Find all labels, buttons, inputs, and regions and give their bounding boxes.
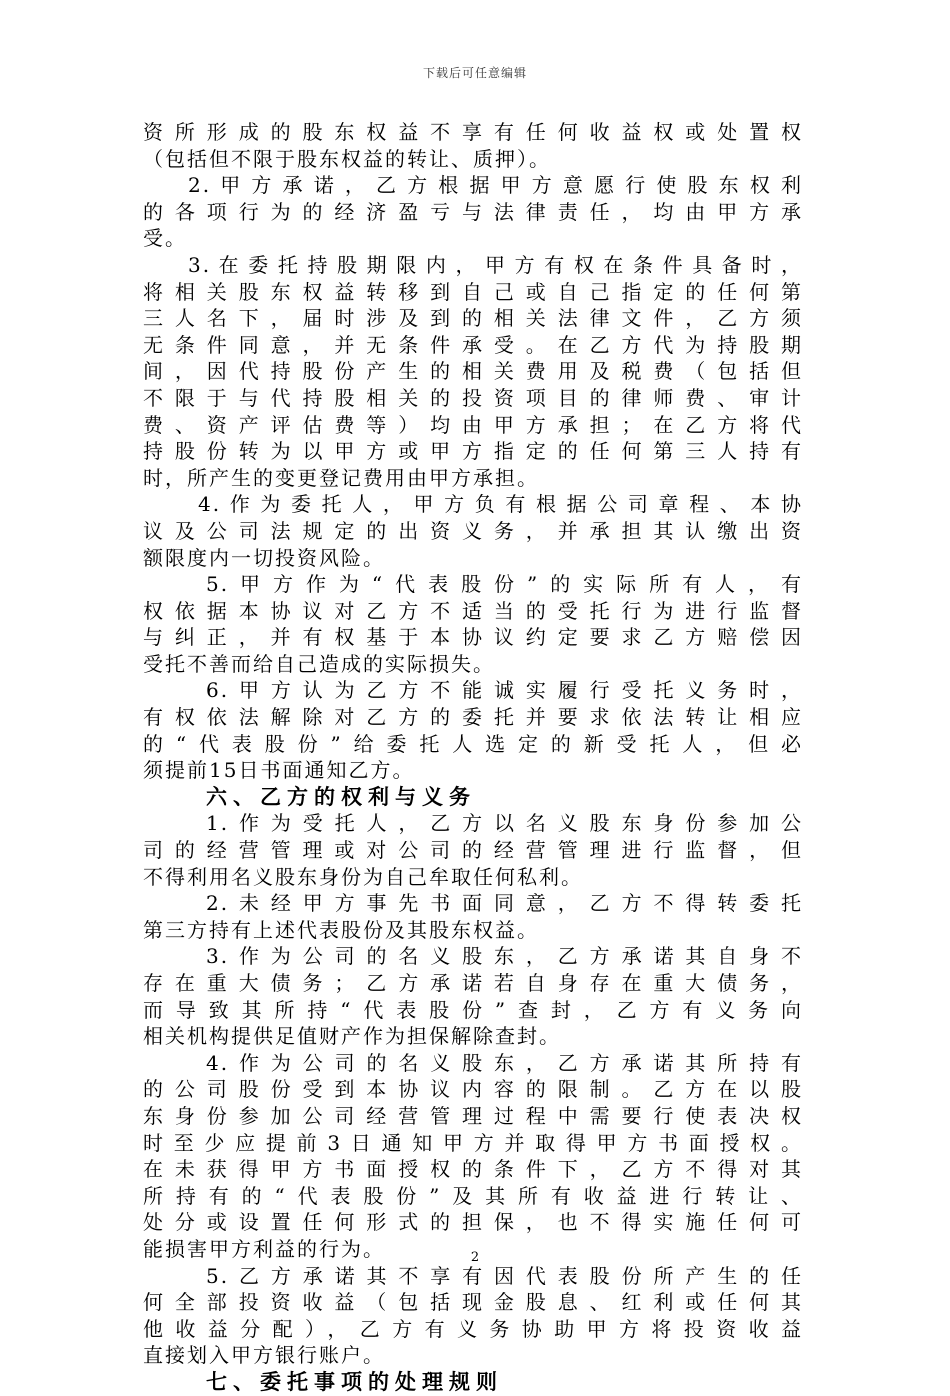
text-line: 第三方持有上述代表股份及其股东权益。 [143, 917, 539, 942]
document-body [143, 119, 803, 1396]
text-line: 5.乙方承诺其不享有因代表股份所产生的任 [206, 1263, 803, 1288]
text-line: 受。 [143, 226, 187, 251]
text-line: 在未获得甲方书面授权的条件下，乙方不得对其 [143, 1157, 803, 1182]
page-number: 2 [470, 1250, 480, 1265]
text-line: 何全部投资收益（包括现金股息、红利或任何其 [143, 1290, 803, 1315]
text-line: 1.作为受托人，乙方以名义股东身份参加公 [206, 811, 803, 836]
text-line: 相关机构提供足值财产作为担保解除查封。 [143, 1024, 561, 1049]
text-line: 东身份参加公司经营管理过程中需要行使表决权 [143, 1103, 803, 1128]
text-line: 能损害甲方利益的行为。 [143, 1236, 385, 1261]
text-line: 有权依法解除对乙方的委托并要求依法转让相应 [143, 705, 803, 730]
text-line: 无条件同意，并无条件承受。在乙方代为持股期 [143, 332, 803, 357]
text-line: 三人名下，届时涉及到的相关法律文件，乙方须 [143, 306, 803, 331]
text-line: 须提前15日书面通知乙方。 [143, 758, 415, 783]
text-line: 将相关股东权益转移到自己或自己指定的任何第 [143, 279, 803, 304]
text-line: 司的经营管理或对公司的经营管理进行监督，但 [143, 838, 803, 863]
text-line: 他收益分配），乙方有义务协助甲方将投资收益 [143, 1316, 803, 1341]
text-line: 的公司股份受到本协议内容的限制。乙方在以股 [143, 1077, 803, 1102]
text-line: 3.作为公司的名义股东，乙方承诺其自身不 [206, 944, 803, 969]
text-line: （包括但不限于股东权益的转让、质押）。 [143, 146, 551, 171]
text-line: 时至少应提前3日通知甲方并取得甲方书面授权。 [143, 1130, 803, 1155]
text-line: 时，所产生的变更登记费用由甲方承担。 [143, 465, 539, 490]
text-line: 直接划入甲方银行账户。 [143, 1343, 385, 1368]
text-line: 不限于与代持股相关的投资项目的律师费、审计 [143, 385, 803, 410]
text-line: 资所形成的股东权益不享有任何收益权或处置权 [143, 120, 803, 144]
text-line: 的“代表股份”给委托人选定的新受托人，但必 [143, 731, 803, 756]
section-heading: 六、乙方的权利与义务 [206, 784, 476, 809]
text-line: 存在重大债务；乙方承诺若自身存在重大债务， [143, 971, 803, 995]
text-line: 3.在委托持股期限内，甲方有权在条件具备时， [188, 252, 803, 277]
text-line: 6.甲方认为乙方不能诚实履行受托义务时， [206, 678, 803, 703]
text-line: 受托不善而给自己造成的实际损失。 [143, 651, 495, 676]
text-line: 而导致其所持“代表股份”查封，乙方有义务向 [143, 997, 803, 1022]
page-header: 下载后可任意编辑 [422, 66, 527, 80]
text-line: 4.作为委托人，甲方负有根据公司章程、本协 [198, 492, 803, 517]
text-line: 间，因代持股份产生的相关费用及税费（包括但 [143, 359, 803, 384]
section-heading: 七、委托事项的处理规则 [206, 1369, 503, 1394]
text-line: 与纠正，并有权基于本协议约定要求乙方赔偿因 [143, 625, 803, 650]
text-line: 不得利用名义股东身份为自己牟取任何私利。 [143, 864, 583, 889]
text-line: 4.作为公司的名义股东，乙方承诺其所持有 [206, 1050, 803, 1075]
text-line: 额限度内一切投资风险。 [143, 545, 385, 570]
text-line: 权依据本协议对乙方不适当的受托行为进行监督 [143, 598, 803, 623]
text-line: 议及公司法规定的出资义务，并承担其认缴出资 [143, 518, 803, 543]
text-line: 处分或设置任何形式的担保，也不得实施任何可 [143, 1210, 803, 1235]
text-line: 费、资产评估费等）均由甲方承担；在乙方将代 [143, 412, 803, 437]
text-line: 2.甲方承诺，乙方根据甲方意愿行使股东权利 [188, 173, 803, 198]
text-line: 2.未经甲方事先书面同意，乙方不得转委托 [206, 891, 803, 916]
text-line: 所持有的“代表股份”及其所有收益进行转让、 [143, 1183, 803, 1208]
text-line: 5.甲方作为“代表股份”的实际所有人，有 [206, 572, 803, 597]
text-line: 持股份转为以甲方或甲方指定的任何第三人持有 [143, 439, 803, 464]
text-line: 的各项行为的经济盈亏与法律责任，均由甲方承 [143, 199, 803, 224]
